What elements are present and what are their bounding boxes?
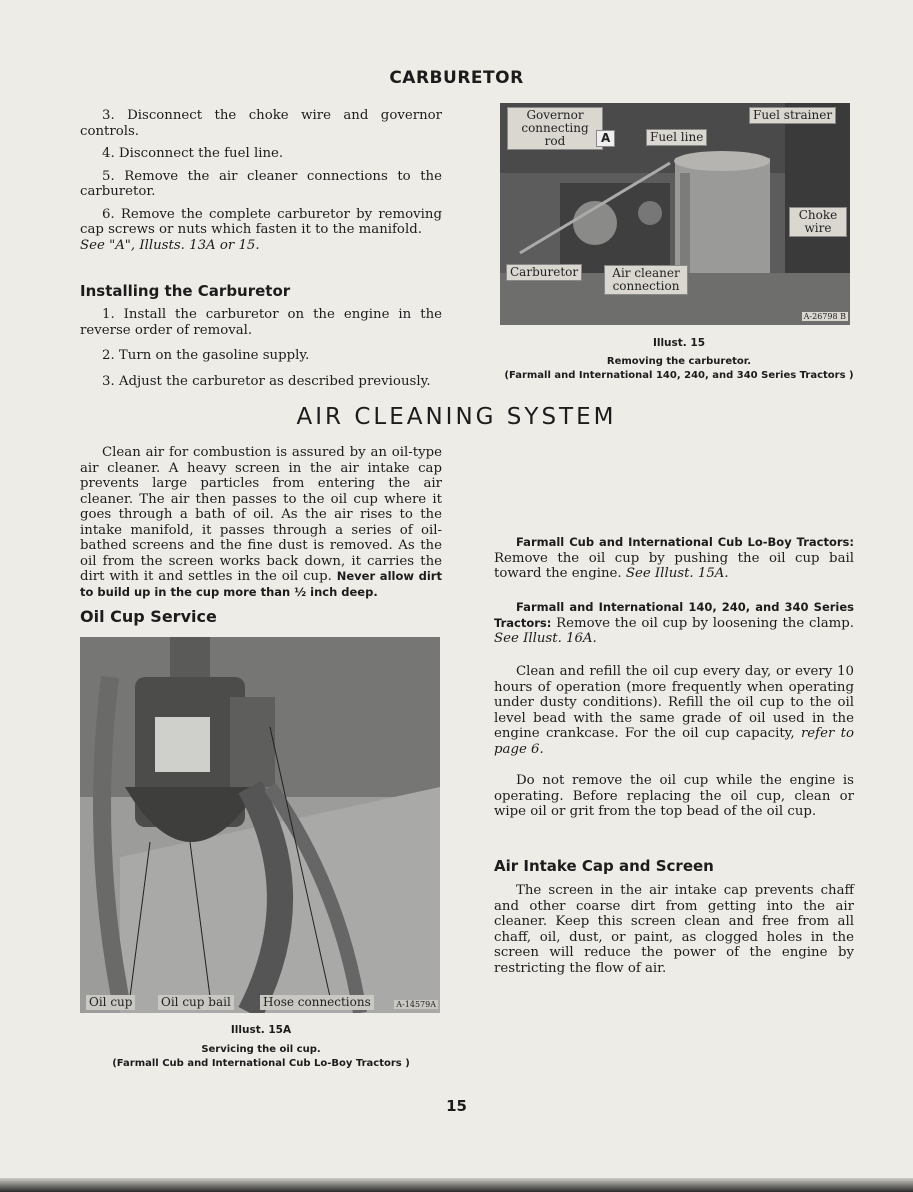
cub-reference: See Illust. 15A. [625,566,729,581]
label-fuel-line: Fuel line [646,129,707,146]
carburetor-photo [500,103,850,325]
label-oil-cup-bail: Oil cup bail [158,995,234,1010]
illust15-number: Illust. 15 [652,337,706,349]
removal-steps [80,108,442,253]
air-intake-paragraph: The screen in the air intake cap prevents chaff and other coarse dirt from getting into the air cleaner. Keep this screen clean and free from all chaff, oil, dust, or paint, as clogged holes in the screen will reduce the power of the engine by restricting the flow of air. [494,883,854,976]
caution-paragraph: Do not remove the oil cup while the engine is operating. Before replacing the oil cup, clean or wipe oil or grit from the top bead of the oil cup. [494,773,854,819]
illust15a-caption-line1: Servicing the oil cup. [201,1044,321,1055]
air-intake-title: Air Intake Cap and Screen [494,857,714,875]
oil-cup-photo [80,637,440,1013]
step-6: 6. Remove the complete carburetor by removing cap screws or nuts which fasten it to the manifold. [80,206,442,237]
series-title: Farmall and International 140, 240, and 340 Series Tractors: [494,600,854,630]
label-fuel-strainer: Fuel strainer [749,107,836,124]
oil-cup-photo-graphic [80,637,440,1013]
cleaning-paragraph: Clean and refill the oil cup every day, or every 10 hours of operation (more frequently when operating under dusty conditions). Refill the oil cup to the oil level bead with the same grade of oil used in the engine crankcase. For the oil cup capacity, refer to page 6. [494,664,854,757]
install-step-3: 3. Adjust the carburetor as described previously. [102,373,431,389]
cub-paragraph: Farmall Cub and International Cub Lo-Boy Tractors: Remove the oil cup by pushing the oil cup bail toward the engine. See Illust. 15A. [494,535,854,581]
series-paragraph: Farmall and International 140, 240, and 340 Series Tractors: Remove the oil cup by loosening the clamp. See Illust. 16A. [494,600,854,646]
illust15a-caption-line2: (Farmall Cub and International Cub Lo-Boy Tractors ) [112,1058,410,1069]
step-5: 5. Remove the air cleaner connections to the carburetor. [80,168,442,199]
cub-instructions [494,535,854,582]
label-hose-connections: Hose connections [260,995,374,1010]
illust15-caption-line1: Removing the carburetor. [606,356,752,367]
label-governor: Governor connecting rod [507,107,603,150]
label-air-cleaner: Air cleaner connection [604,265,688,295]
page-edge-shadow [0,1178,913,1192]
series-reference: See Illust. 16A. [494,631,597,646]
illust15-caption-line2: (Farmall and International 140, 240, and 340 Series Tractors ) [504,370,854,381]
step-3: 3. Disconnect the choke wire and governor controls. [80,108,442,139]
dirt-warning: Never allow dirt to build up in the cup more than ½ inch deep. [80,569,442,599]
series-instructions [494,600,854,647]
label-choke-wire: Choke wire [789,207,847,237]
install-step-2: 2. Turn on the gasoline supply. [102,348,310,363]
label-marker-a: A [596,130,615,147]
illust15-caption [494,336,864,383]
cub-title: Farmall Cub and International Cub Lo-Boy Tractors: [516,535,854,549]
caution-instructions [494,773,854,820]
cleaning-instructions [494,664,854,757]
air-cleaning-title: AIR CLEANING SYSTEM [296,404,617,430]
air-cleaning-intro [80,445,442,600]
label-carburetor: Carburetor [506,264,582,281]
installing-title: Installing the Carburetor [80,282,291,300]
section-title: CARBURETOR [389,68,524,88]
installing-steps [80,307,442,396]
page-number: 15 [446,1097,467,1115]
illust15a-caption [80,1023,442,1071]
air-cleaning-paragraph: Clean air for combustion is assured by an oil-type air cleaner. A heavy screen in the air intake cap prevents large particles from entering the air cleaner. The air then passes to the oil cup where it goes through a bath of oil. As the air rises to the intake manifold, it passes through a series of oil-bathed screens and the fine dust is removed. As the oil from the screen works back down, it carries the dirt with it and settles in the oil cup. Never allow dirt to build up in the cup more than ½ inch deep. [80,445,442,599]
step-4: 4. Disconnect the fuel line. [102,146,284,161]
air-intake-instructions [494,883,854,976]
oil-cup-service-title: Oil Cup Service [80,607,217,626]
illust15a-code: A-14579A [396,1000,436,1009]
removal-reference: See "A", Illusts. 13A or 15. [80,237,260,253]
install-step-1: 1. Install the carburetor on the engine in the reverse order of removal. [80,307,442,338]
label-oil-cup: Oil cup [86,995,135,1010]
capacity-reference: refer to page 6. [494,726,854,757]
illust15-code: A-26798 B [803,312,846,321]
illust15a-number: Illust. 15A [230,1024,292,1036]
